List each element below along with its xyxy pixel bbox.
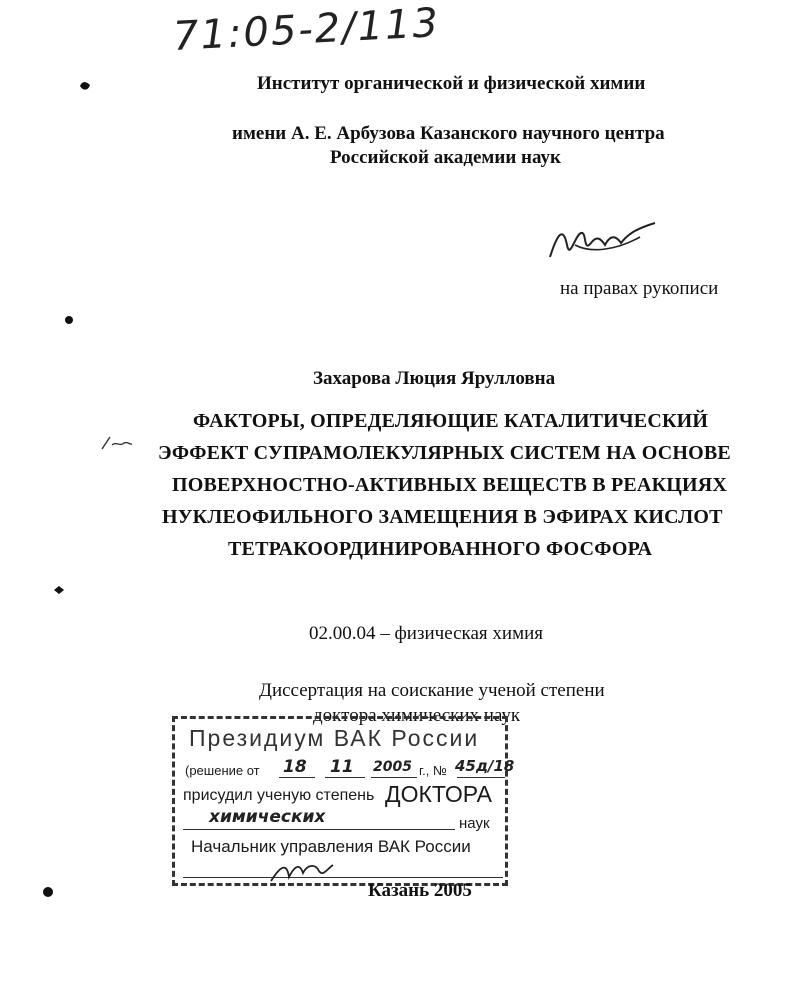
margin-ink-mark-2 <box>62 314 76 326</box>
institute-line-3: Российской академии наук <box>330 147 561 168</box>
rights-note: на правах рукописи <box>560 278 719 299</box>
title-line-3: ПОВЕРХНОСТНО-АКТИВНЫХ ВЕЩЕСТВ В РЕАКЦИЯХ <box>172 474 728 496</box>
institute-line-2: имени А. Е. Арбузова Казанского научного центра <box>232 123 665 144</box>
stamp-chief-title: Начальник управления ВАК России <box>191 837 471 856</box>
title-line-4: НУКЛЕОФИЛЬНОГО ЗАМЕЩЕНИЯ В ЭФИРАХ КИСЛОТ <box>162 506 723 528</box>
stamp-decision-day: 18 <box>283 757 307 777</box>
stamp-decision-month: 11 <box>330 757 354 777</box>
dissertation-degree-line-2: доктора химических наук <box>313 705 521 726</box>
title-line-2: ЭФФЕКТ СУПРАМОЛЕКУЛЯРНЫХ СИСТЕМ НА ОСНОВЕ <box>158 442 731 464</box>
margin-ink-mark-4 <box>40 885 56 899</box>
institute-line-1: Институт органической и физической химии <box>257 73 646 94</box>
stamp-awarded-text: присудил ученую степень <box>183 787 375 804</box>
dissertation-degree-line-1: Диссертация на соискание ученой степени <box>259 680 605 701</box>
stamp-decision-number: 45д/18 <box>455 757 515 775</box>
title-line-1: ФАКТОРЫ, ОПРЕДЕЛЯЮЩИЕ КАТАЛИТИЧЕСКИЙ <box>193 410 709 432</box>
author-name: Захарова Люция Ярулловна <box>313 368 556 389</box>
city-year: Казань 2005 <box>368 880 472 901</box>
title-line-5: ТЕТРАКООРДИНИРОВАННОГО ФОСФОРА <box>228 538 653 560</box>
margin-pencil-mark <box>100 433 134 453</box>
vak-approval-stamp <box>172 716 515 886</box>
stamp-decision-year: 2005 <box>373 759 412 775</box>
stamp-field-suffix: наук <box>459 815 490 832</box>
margin-ink-mark-3 <box>52 584 66 596</box>
stamp-header: Президиум ВАК России <box>189 725 480 751</box>
archive-code-handwritten: 71:05-2/113 <box>172 0 442 60</box>
author-signature <box>545 215 660 265</box>
stamp-degree: ДОКТОРА <box>385 781 492 807</box>
margin-ink-mark-1 <box>78 79 94 93</box>
chief-signature <box>267 855 337 887</box>
specialty-code: 02.00.04 – физическая химия <box>309 623 544 644</box>
stamp-year-suffix: г., № <box>419 763 447 778</box>
stamp-field: химических <box>209 807 326 827</box>
stamp-decision-label: (решение от <box>185 763 260 778</box>
